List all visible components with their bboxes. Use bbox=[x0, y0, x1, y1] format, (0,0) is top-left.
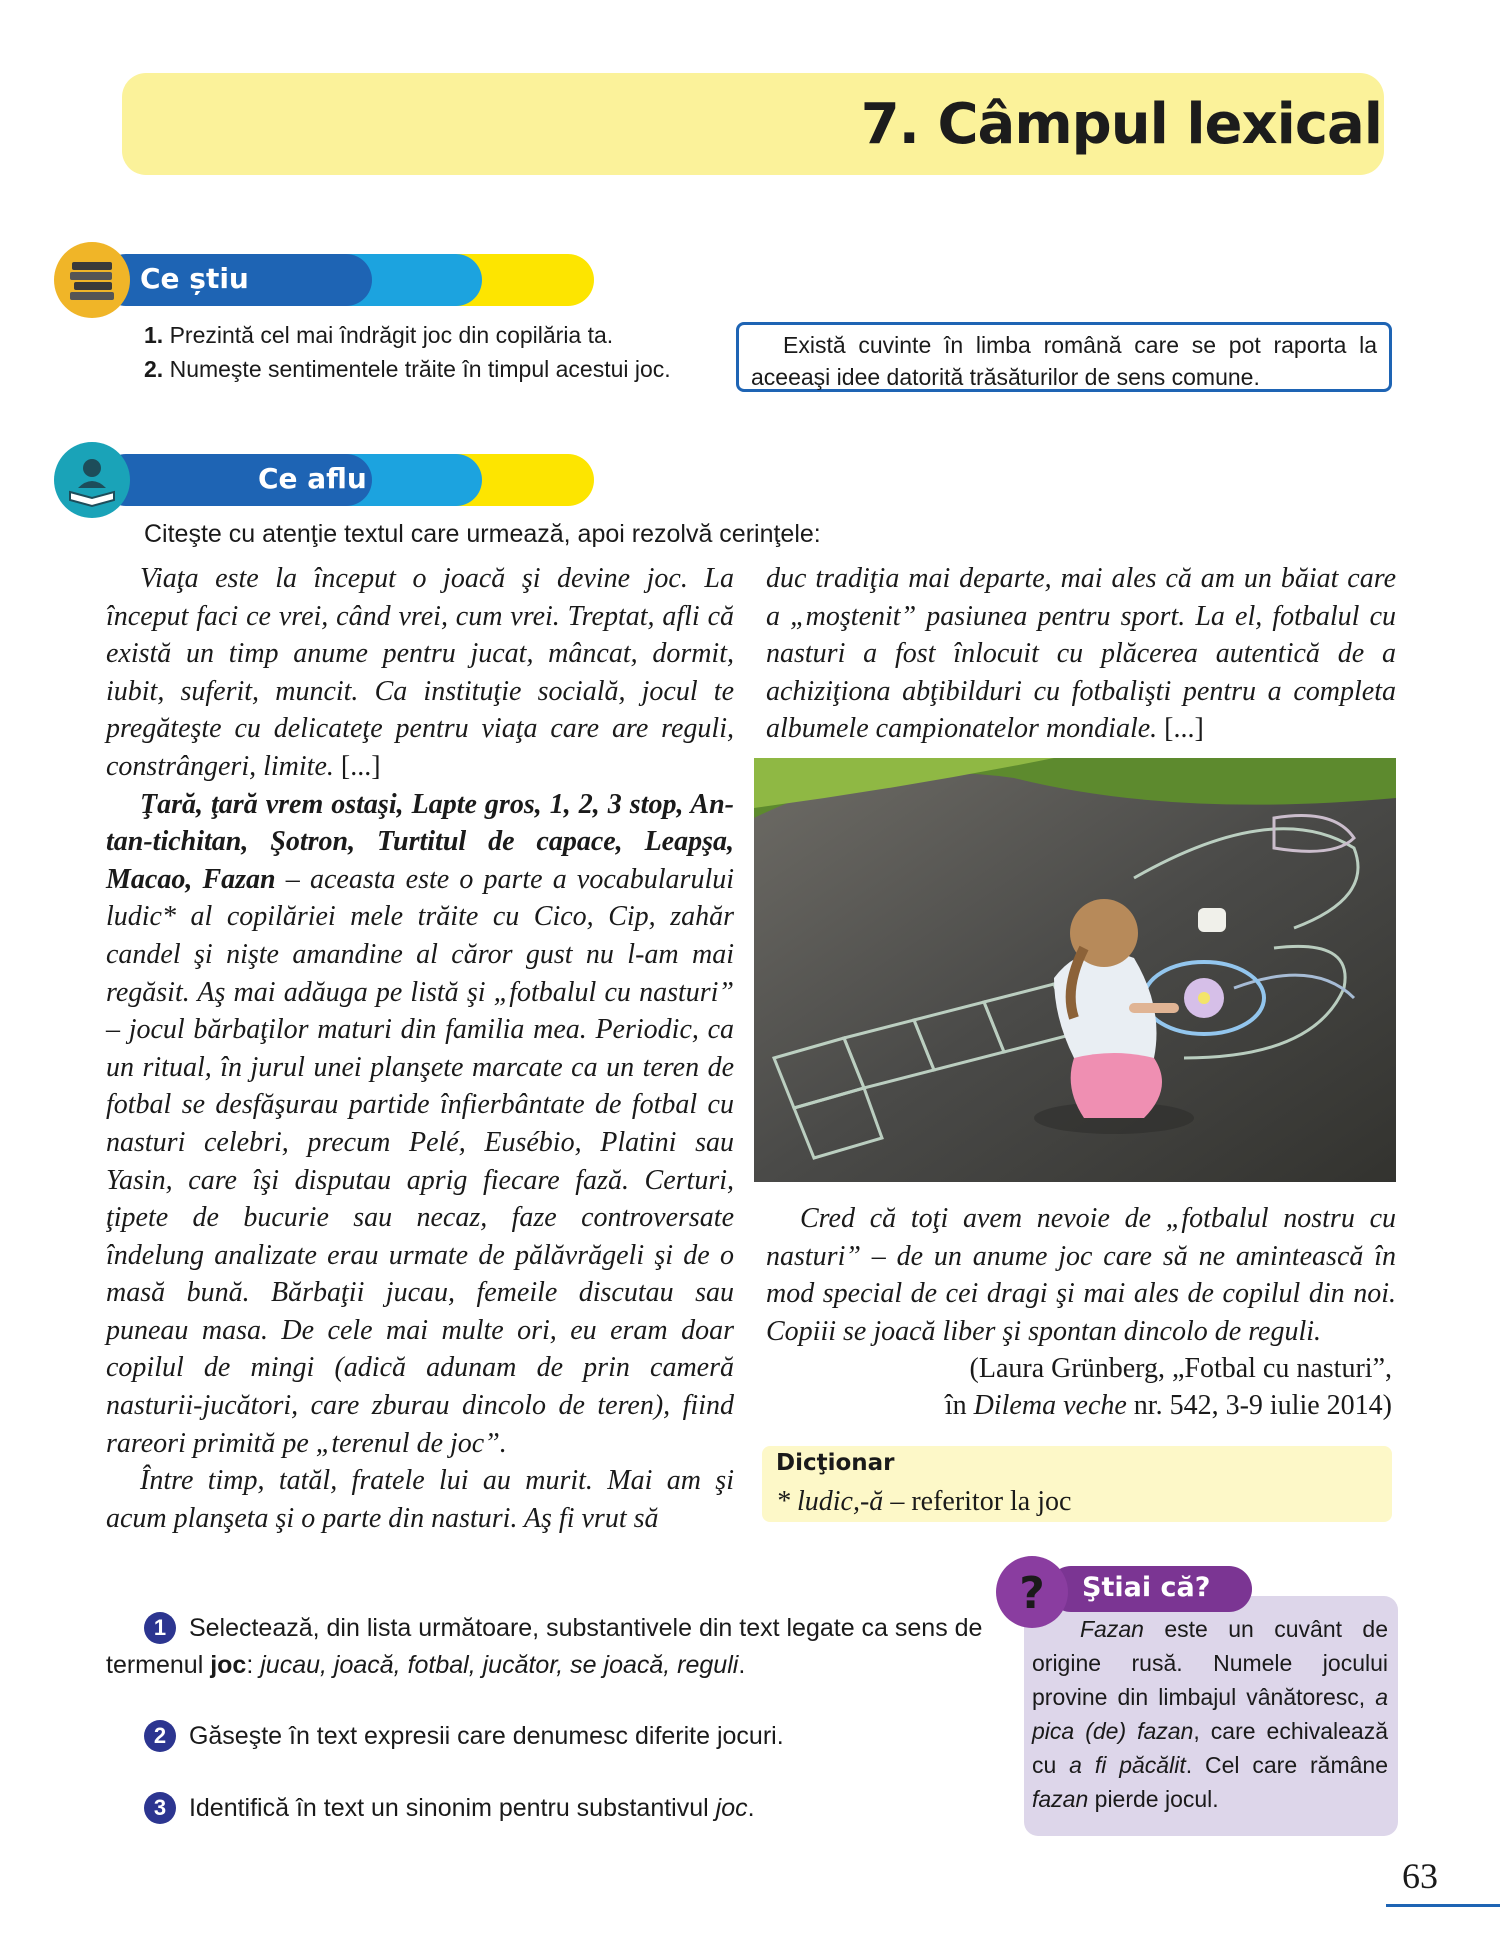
text-paragraph-1: Viaţa este la început o joacă şi devine joc. La început faci ce vrei, când vrei, cum vrei. Treptat, afli că există un timp anume pentru jucat, mâncat, dormit, iubit, suferit, muncit. Ca instituţie socială, jocul te pregăteşte cu delicateţe pentru viaţa care are reguli, constrângeri, limite. [...] bbox=[106, 563, 734, 782]
text-column-right-bottom bbox=[766, 1200, 1396, 1350]
ce-aflu-label: Ce aflu bbox=[258, 462, 367, 495]
task-number: 1 bbox=[144, 1612, 176, 1644]
game-list: Ţară, ţară vrem ostaşi, Lapte gros, 1, 2, 3 stop, An-tan-tichitan, Şotron, Turtitul de capace, Leapşa, Macao, Fazan bbox=[106, 788, 734, 895]
task-2: 2 Găseşte în text expresii care denumesc diferite jocuri. bbox=[144, 1718, 784, 1755]
text-column-left bbox=[106, 560, 734, 1537]
ce-stiu-question-2: 2. Numeşte sentimentele trăite în timpul acestui joc. bbox=[144, 356, 671, 382]
task-number: 3 bbox=[144, 1792, 176, 1824]
text-paragraph-3: Între timp, tatăl, fratele lui au murit. Mai am şi acum planşeta şi o parte din nasturi. Aş fi vrut să bbox=[106, 1465, 734, 1534]
books-icon bbox=[54, 242, 130, 318]
citation-line-1: (Laura Grünberg, „Fotbal cu nasturi”, bbox=[969, 1353, 1392, 1384]
task-number: 2 bbox=[144, 1720, 176, 1752]
svg-text:?: ? bbox=[1019, 1568, 1045, 1619]
publication-name: Dilema veche bbox=[973, 1390, 1127, 1421]
dictionary-title: Dicţionar bbox=[776, 1450, 895, 1476]
page-title: 7. Câmpul lexical bbox=[860, 92, 1382, 157]
reader-icon bbox=[54, 442, 130, 518]
hopscotch-photo bbox=[754, 758, 1396, 1182]
stiai-ca-label: Ştiai că? bbox=[1082, 1572, 1211, 1603]
page-number-rule bbox=[1386, 1904, 1500, 1907]
info-box bbox=[736, 322, 1392, 392]
text-paragraph-2: Ţară, ţară vrem ostaşi, Lapte gros, 1, 2, 3 stop, An-tan-tichitan, Şotron, Turtitul de capace, Leapşa, Macao, Fazan – aceasta este o parte a vocabularului ludic* al copilăriei mele trăite cu Cico, Cip, zahăr candel şi nişte amandine al căror gust nu l-am mai regăsit. Aş mai adăuga pe listă şi „fotbalul cu nasturi” – jocul bărbaţilor maturi din familia mea. Periodic, ca un ritual, în jurul unei planşete marcate ca un teren de fotbal se desfăşurau partide înfierbântate de fotbal cu nasturi celebri, precum Pelé, Eusébio, Platini sau Yasin, care îşi disputau aprig fiecare fază. Certuri, ţipete de bucurie sau necaz, faze controversate îndelung analizate erau urmate de pălăvrăgeli şi de o masă bună. Bărbaţii jucau, femeile discutau sau puneau masa. De cele mai multe ori, eu eram doar copilul de mingi (adică adunam de prin cameră nasturii-jucători, care zburau dincolo de teren), fiind rareori primită pe „terenul de joc”. bbox=[106, 788, 735, 1459]
ce-stiu-question-1: 1. Prezintă cel mai îndrăgit joc din copilăria ta. bbox=[144, 322, 614, 348]
info-text: Există cuvinte în limba română care se pot raporta la aceeaşi idee datorită trăsăturilor de sens comune. bbox=[751, 332, 1377, 390]
ce-stiu-label: Ce știu bbox=[140, 262, 249, 295]
text-paragraph-4: Cred că toţi avem nevoie de „fotbalul nostru cu nasturi” – de un anume joc care să ne amintească în mod special de cei dragi şi mai ales de copilul din noi. Copiii se joacă liber şi spontan dincolo de reguli. bbox=[766, 1203, 1396, 1347]
task-1: 1 Selectează, din lista următoare, substantivele din text legate ca sens de termenul joc: jucau, joacă, fotbal, jucător, se joacă, reguli. bbox=[106, 1614, 983, 1679]
task-3: 3 Identifică în text un sinonim pentru substantivul joc. bbox=[144, 1790, 755, 1827]
reading-intro: Citeşte cu atenţie textul care urmează, apoi rezolvă cerinţele: bbox=[144, 520, 821, 548]
text-column-right-top bbox=[766, 560, 1396, 748]
citation-line-2: în Dilema veche nr. 542, 3-9 iulie 2014) bbox=[944, 1390, 1392, 1421]
stiai-ca-text: Fazan este un cuvânt de origine rusă. Numele jocului provine din limbajul vânătoresc, a pica (de) fazan, care echivalează cu a fi păcălit. Cel care rămâne fazan pierde jocul. bbox=[1032, 1616, 1388, 1812]
text-paragraph-3-continued: duc tradiţia mai departe, mai ales că am un băiat care a „moştenit” pasiunea pentru sport. La el, fotbalul cu nasturi a fost înlocuit cu plăcerea autentică de a achiziţiona abţibilduri cu fotbalişti pentru a completa albumele campionatelor mondiale. [...] bbox=[766, 563, 1396, 745]
dictionary-entry: * ludic,-ă – referitor la joc bbox=[776, 1486, 1072, 1517]
page-number: 63 bbox=[1402, 1856, 1438, 1896]
